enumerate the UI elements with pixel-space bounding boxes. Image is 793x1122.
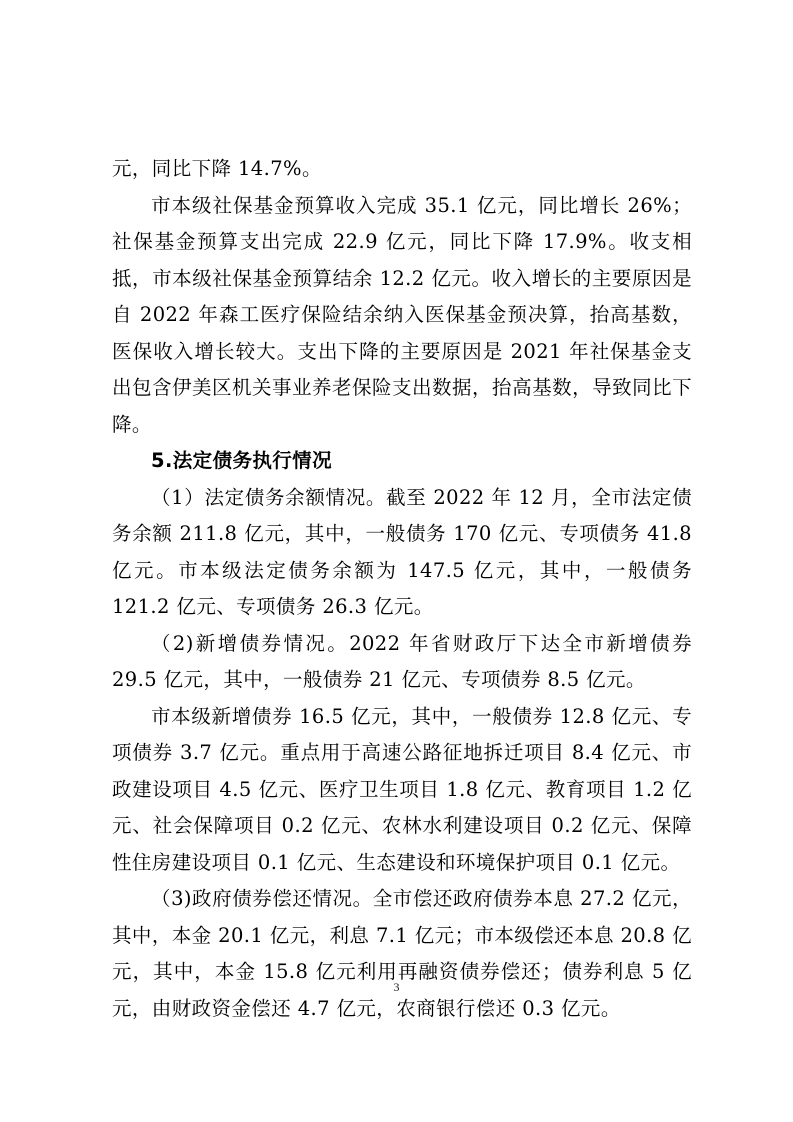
paragraph-debt-balance: （1）法定债务余额情况。截至 2022 年 12 月，全市法定债务余额 211.8 亿元，其中，一般债务 170 亿元、专项债务 41.8 亿元。市本级法定债务余额为 147.5 亿元，其中，一般债务 121.2 亿元、专项债务 26.3 亿元。: [112, 485, 692, 618]
paragraph-city-new-bonds: 市本级新增债券 16.5 亿元，其中，一般债券 12.8 亿元、专项债券 3.7 亿元。重点用于高速公路征地拆迁项目 8.4 亿元、市政建设项目 4.5 亿元、医疗卫生项目 1.8 亿元、教育项目 1.2 亿元、社会保障项目 0.2 亿元、农林水利建设项目 0.2 亿元、保障性住房建设项目 0.1 亿元、生态建设和环境保护项目 0.1 亿元。: [112, 704, 692, 874]
document-body: [112, 151, 692, 1027]
paragraph-continuation: 元，同比下降 14.7%。: [112, 157, 322, 180]
paragraph-bond-repayment: （3)政府债券偿还情况。全市偿还政府债券本息 27.2 亿元，其中，本金 20.1 亿元，利息 7.1 亿元；市本级偿还本息 20.8 亿元，其中，本金 15.8 亿元利用再融资债券偿还；债券利息 5 亿元，由财政资金偿还 4.7 亿元，农商银行偿还 0.3 亿元。: [112, 887, 692, 1020]
page-number: 3: [393, 980, 400, 994]
section-heading-legal-debt: 5.法定债务执行情况: [151, 449, 332, 472]
paragraph-new-bonds: （2)新增债券情况。2022 年省财政厅下达全市新增债券 29.5 亿元，其中，一般债券 21 亿元、专项债券 8.5 亿元。: [112, 631, 692, 691]
paragraph-social-security-fund: 市本级社保基金预算收入完成 35.1 亿元，同比增长 26%；社保基金预算支出完成 22.9 亿元，同比下降 17.9%。收支相抵，市本级社保基金预算结余 12.2 亿元。收入增长的主要原因是自 2022 年森工医疗保险结余纳入医保基金预决算，抬高基数，医保收入增长较大。支出下降的主要原因是 2021 年社保基金支出包含伊美区机关事业养老保险支出数据，抬高基数，导致同比下降。: [112, 193, 692, 436]
